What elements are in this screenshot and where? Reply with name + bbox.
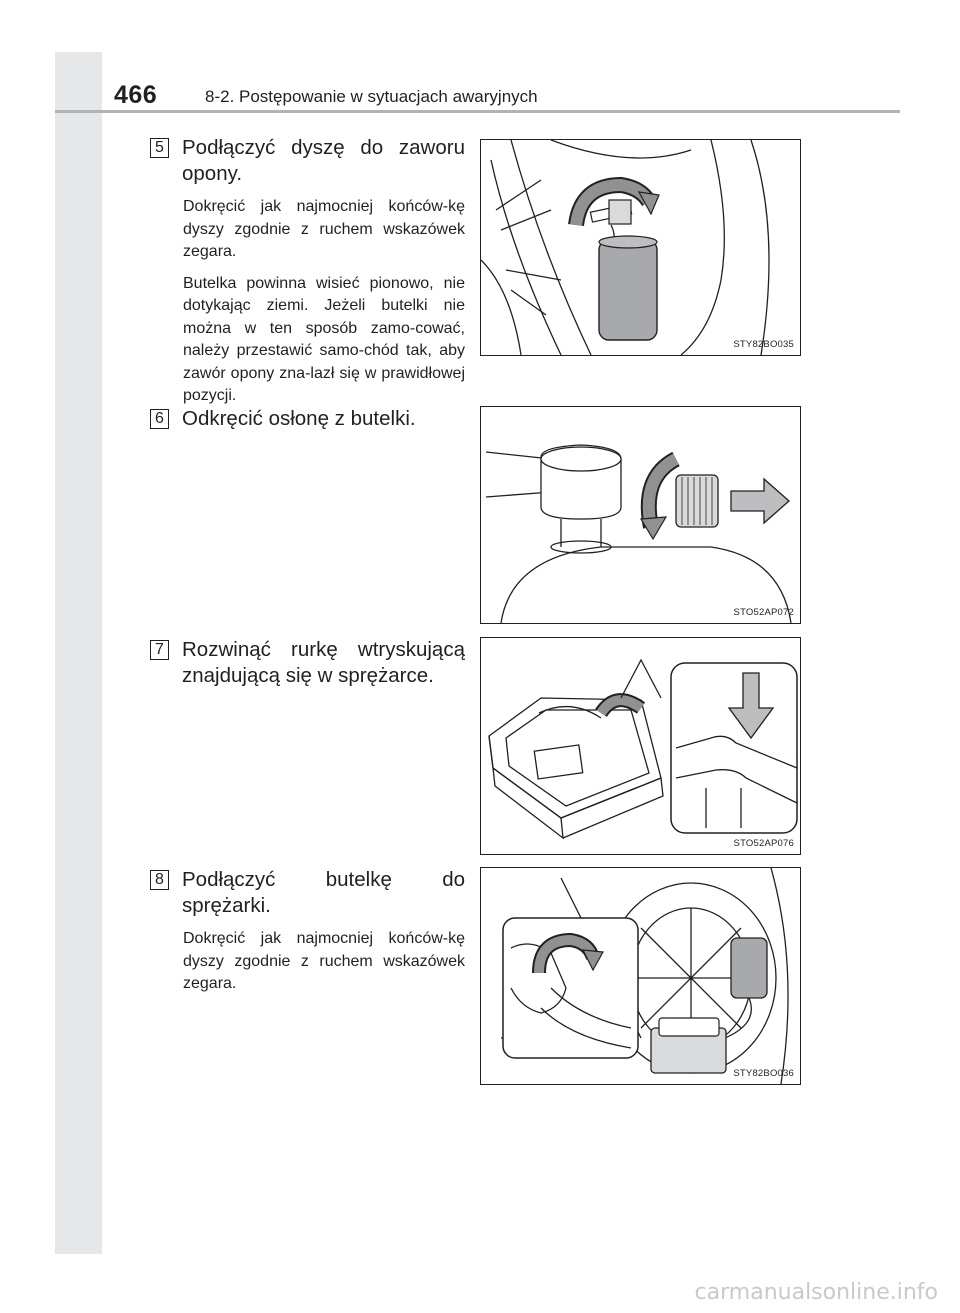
watermark: carmanualsonline.info <box>694 1280 938 1305</box>
figure-step-7 <box>480 637 801 855</box>
step-title: Podłączyć dyszę do zaworu opony. <box>182 136 465 185</box>
step-number-badge: 6 <box>150 409 169 429</box>
step-8 <box>150 867 465 1005</box>
step-number-badge: 7 <box>150 640 169 660</box>
side-band <box>55 52 102 1254</box>
step-5 <box>150 135 465 417</box>
bottle-to-compressor-illustration <box>481 868 800 1084</box>
figure-step-6 <box>480 406 801 624</box>
figure-step-5 <box>480 139 801 356</box>
header-rule <box>55 110 900 113</box>
step-title: Odkręcić osłonę z butelki. <box>182 407 416 430</box>
figure-code: STO52AP076 <box>733 838 794 849</box>
step-body <box>183 196 465 408</box>
step-number-badge: 8 <box>150 870 169 890</box>
step-body <box>183 928 465 996</box>
figure-code: STY82BO036 <box>733 1068 794 1079</box>
step-6 <box>150 406 465 432</box>
step-paragraph: Butelka powinna wisieć pionowo, nie dotykając ziemi. Jeżeli butelki nie można w ten sposób zamo-cować, należy przestawić samo-chód tak, aby zawór opony zna-lazł się w prawidłowej pozycji. <box>183 274 465 404</box>
step-paragraph: Dokręcić jak najmocniej końców-kę dyszy zgodnie z ruchem wskazówek zegara. <box>183 930 465 992</box>
figure-step-8 <box>480 867 801 1085</box>
figure-code: STO52AP072 <box>733 607 794 618</box>
figure-code: STY82BO035 <box>733 339 794 350</box>
step-number-badge: 5 <box>150 138 169 158</box>
page-header <box>55 78 900 118</box>
step-title: Podłączyć butelkę do sprężarki. <box>182 868 465 917</box>
page-number: 466 <box>114 81 158 109</box>
nozzle-to-valve-illustration <box>481 140 800 355</box>
step-7 <box>150 637 465 689</box>
step-paragraph: Dokręcić jak najmocniej końców-kę dyszy zgodnie z ruchem wskazówek zegara. <box>183 198 465 260</box>
step-title: Rozwinąć rurkę wtryskującą znajdującą się w sprężarce. <box>182 638 465 687</box>
bottle-cap-illustration <box>481 407 800 623</box>
compressor-hose-illustration <box>481 638 800 854</box>
section-title: 8-2. Postępowanie w sytuacjach awaryjnych <box>205 87 538 106</box>
